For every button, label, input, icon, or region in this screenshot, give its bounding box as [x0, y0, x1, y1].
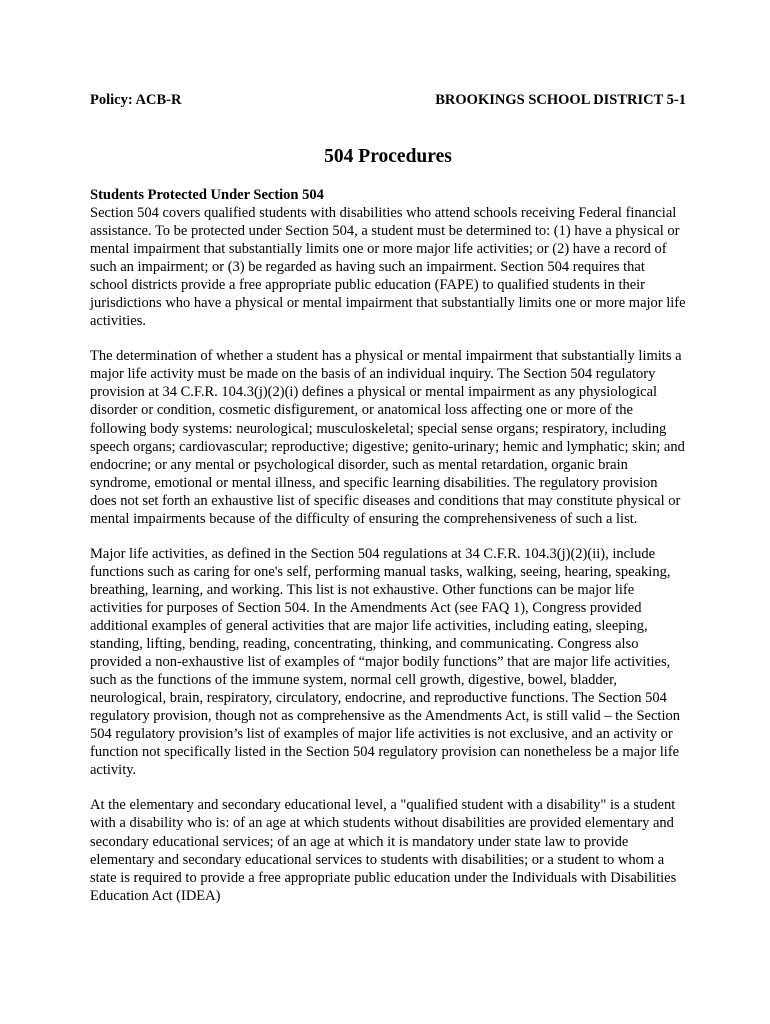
paragraph-1: Section 504 covers qualified students with disabilities who attend schools receiving Federal financial assistance. To be protected under Section 504, a student must be determined to: (1) have a physical or mental impairment that substantially limits one or more major life activities; or (2) have a record of such an impairment; or (3) be regarded as having such an impairment. Section 504 requires that school districts provide a free appropriate public education (FAPE) to qualified students in their jurisdictions who have a physical or mental impairment that substantially limits one or more major life activities. — [90, 205, 686, 330]
document-title: 504 Procedures — [324, 146, 452, 167]
document-page — [90, 90, 686, 922]
district-name: BROOKINGS SCHOOL DISTRICT 5-1 — [435, 92, 686, 108]
document-header — [90, 90, 686, 110]
paragraph-2: The determination of whether a student has a physical or mental impairment that substantially limits a major life activity must be made on the basis of an individual inquiry. The Section 504 regulatory provision at 34 C.F.R. 104.3(j)(2)(i) defines a physical or mental impairment as any physiological disorder or condition, cosmetic disfigurement, or anatomical loss affecting one or more of the following body systems: neurological; musculoskeletal; special sense organs; respiratory, including speech organs; cardiovascular; reproductive; digestive; genito-urinary; hemic and lymphatic; skin; and endocrine; or any mental or psychological disorder, such as mental retardation, organic brain syndrome, emotional or mental illness, and specific learning disabilities. The regulatory provision does not set forth an exhaustive list of specific diseases and conditions that may constitute physical or mental impairments because of the difficulty of ensuring the comprehensiveness of such a list. — [90, 348, 685, 527]
paragraph-3: Major life activities, as defined in the Section 504 regulations at 34 C.F.R. 104.3(j)(2)(ii), include functions such as caring for one's self, performing manual tasks, walking, seeing, hearing, speaking, breathing, learning, and working. This list is not exhaustive. Other functions can be major life activities for purposes of Section 504. In the Amendments Act (see FAQ 1), Congress provided additional examples of general activities that are major life activities, including eating, sleeping, standing, lifting, bending, reading, concentrating, thinking, and communicating. Congress also provided a non-exhaustive list of examples of “major bodily functions” that are major life activities, such as the functions of the immune system, normal cell growth, digestive, bowel, bladder, neurological, brain, respiratory, circulatory, endocrine, and reproductive functions. The Section 504 regulatory provision, though not as comprehensive as the Amendments Act, is still valid – the Section 504 regulatory provision’s list of examples of major life activities is not exclusive, and an activity or function not specifically listed in the Section 504 regulatory provision can nonetheless be a major life activity. — [90, 545, 680, 779]
paragraph-4: At the elementary and secondary educational level, a "qualified student with a disability" is a student with a disability who is: of an age at which students without disabilities are provided elementary and secondary educational services; of an age at which it is mandatory under state law to provide elementary and secondary educational services to students with disabilities; or a student to whom a state is required to provide a free appropriate public education under the Individuals with Disabilities Education Act (IDEA) — [90, 797, 677, 904]
policy-code: Policy: ACB-R — [90, 92, 182, 108]
section-heading: Students Protected Under Section 504 — [90, 187, 324, 203]
